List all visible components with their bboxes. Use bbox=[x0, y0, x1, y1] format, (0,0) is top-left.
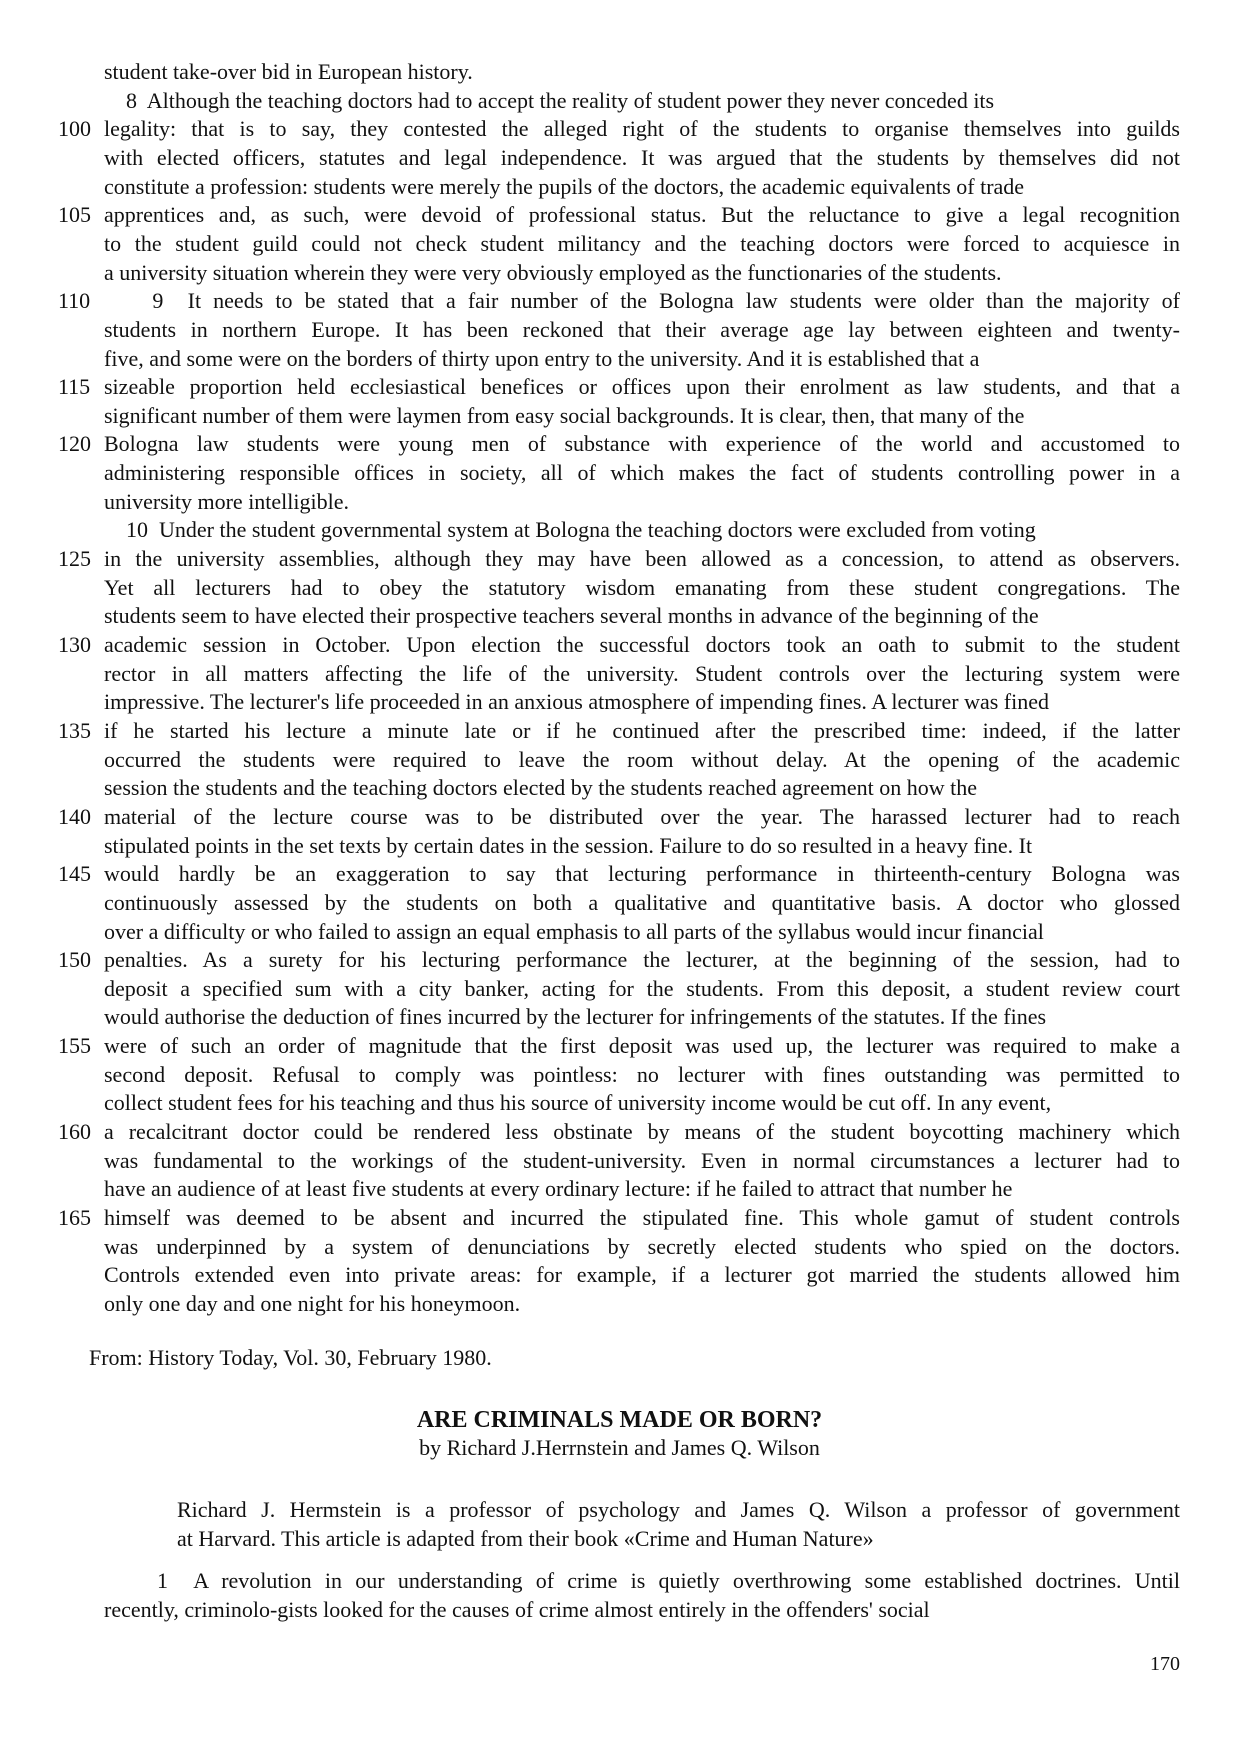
paragraph-line: recently, criminolo-gists looked for the causes of crime almost entirely in the offenders' social bbox=[104, 1596, 930, 1622]
text-line: was underpinned by a system of denunciations by secretly elected students who spied on the doctors. bbox=[104, 1233, 1180, 1259]
text-line: have an audience of at least five students at every ordinary lecture: if he failed to attract that number he bbox=[104, 1176, 1013, 1202]
text-line: deposit a specified sum with a city banker, acting for the students. From this deposit, a student review court bbox=[104, 975, 1180, 1001]
text-line: legality: that is to say, they contested the alleged right of the students to organise themselves into guilds bbox=[104, 116, 1180, 142]
text-line: significant number of them were laymen from easy social backgrounds. It is clear, then, that many of the bbox=[104, 402, 1025, 428]
page-number: 170 bbox=[1150, 1653, 1180, 1675]
text-line: students seem to have elected their prospective teachers several months in advance of the beginning of the bbox=[104, 603, 1039, 629]
line-number: 115 bbox=[58, 374, 91, 400]
source-citation: From: History Today, Vol. 30, February 1980. bbox=[89, 1345, 492, 1370]
text-line: occurred the students were required to leave the room without delay. At the opening of the academic bbox=[104, 746, 1180, 772]
text-line: academic session in October. Upon election the successful doctors took an oath to submit to the student bbox=[104, 632, 1180, 657]
text-line: would hardly be an exaggeration to say that lecturing performance in thirteenth-century Bologna was bbox=[104, 861, 1180, 887]
text-line: 10 Under the student governmental system at Bologna the teaching doctors were excluded from voting bbox=[104, 517, 1036, 543]
text-line: was fundamental to the workings of the student-university. Even in normal circumstances a lecturer had to bbox=[104, 1147, 1180, 1173]
text-line: over a difficulty or who failed to assign an equal emphasis to all parts of the syllabus would incur financial bbox=[104, 918, 1044, 944]
text-line: a university situation wherein they were very obviously employed as the functionaries of the students. bbox=[104, 259, 1002, 285]
text-line: apprentices and, as such, were devoid of professional status. But the reluctance to give a legal recognition bbox=[104, 202, 1180, 228]
text-line: constitute a profession: students were merely the pupils of the doctors, the academic equivalents of trade bbox=[104, 173, 1025, 199]
text-line: administering responsible offices in society, all of which makes the fact of students controlling power in a bbox=[104, 460, 1180, 486]
article-byline: by Richard J.Herrnstein and James Q. Wilson bbox=[419, 1435, 820, 1460]
text-line: second deposit. Refusal to comply was pointless: no lecturer with fines outstanding was permitted to bbox=[104, 1061, 1180, 1087]
line-number: 105 bbox=[58, 202, 91, 228]
text-line: Controls extended even into private areas: for example, if a lecturer got married the students allowed him bbox=[104, 1262, 1180, 1288]
text-line: 8 Although the teaching doctors had to accept the reality of student power they never conceded its bbox=[104, 87, 995, 113]
line-number: 135 bbox=[58, 717, 91, 743]
text-line: were of such an order of magnitude that the first deposit was used up, the lecturer was required to make a bbox=[104, 1033, 1180, 1059]
intro-line: Richard J. Hermstein is a professor of psychology and James Q. Wilson a professor of government bbox=[177, 1497, 1180, 1522]
text-line: continuously assessed by the students on both a qualitative and quantitative basis. A doctor who glossed bbox=[104, 889, 1180, 915]
text-line: sizeable proportion held ecclesiastical benefices or offices upon their enrolment as law students, and that a bbox=[104, 374, 1180, 400]
text-line: session the students and the teaching doctors elected by the students reached agreement on how the bbox=[104, 775, 978, 801]
line-number: 140 bbox=[58, 803, 91, 829]
text-line: five, and some were on the borders of thirty upon entry to the university. And it is established that a bbox=[104, 345, 980, 371]
text-line: students in northern Europe. It has been reckoned that their average age lay between eighteen and twenty- bbox=[104, 316, 1180, 342]
line-number: 120 bbox=[58, 431, 91, 457]
text-line: with elected officers, statutes and legal independence. It was argued that the students by themselves did not bbox=[104, 144, 1180, 170]
text-line: 9 It needs to be stated that a fair number of the Bologna law students were older than the majority of bbox=[104, 288, 1180, 314]
text-line: a recalcitrant doctor could be rendered less obstinate by means of the student boycotting machinery which bbox=[104, 1119, 1180, 1145]
text-line: collect student fees for his teaching and thus his source of university income would be cut off. In any event, bbox=[104, 1090, 1052, 1116]
text-line: stipulated points in the set texts by certain dates in the session. Failure to do so resulted in a heavy fine. It bbox=[104, 832, 1033, 858]
article-title: ARE CRIMINALS MADE OR BORN? bbox=[416, 1407, 823, 1433]
text-line: university more intelligible. bbox=[104, 488, 350, 514]
text-line: student take-over bid in European history. bbox=[104, 59, 473, 84]
paragraph-line: 1 A revolution in our understanding of crime is quietly overthrowing some established doctrines. Until bbox=[104, 1568, 1180, 1593]
text-line: if he started his lecture a minute late or if he continued after the prescribed time: indeed, if the latter bbox=[104, 717, 1180, 743]
text-line: would authorise the deduction of fines incurred by the lecturer for infringements of the statutes. If the fines bbox=[104, 1004, 1047, 1030]
line-number: 160 bbox=[58, 1119, 91, 1145]
line-number: 125 bbox=[58, 546, 91, 572]
line-number: 155 bbox=[58, 1033, 91, 1059]
text-line: Yet all lecturers had to obey the statutory wisdom emanating from these student congregations. The bbox=[104, 574, 1180, 600]
text-line: penalties. As a surety for his lecturing performance the lecturer, at the beginning of the session, had to bbox=[104, 947, 1180, 973]
text-line: rector in all matters affecting the life of the university. Student controls over the lecturing system were bbox=[104, 660, 1180, 686]
line-number: 145 bbox=[58, 861, 91, 887]
text-line: to the student guild could not check student militancy and the teaching doctors were forced to acquiesce in bbox=[104, 230, 1180, 256]
intro-line: at Harvard. This article is adapted from their book «Crime and Human Nature» bbox=[177, 1525, 874, 1551]
line-number: 130 bbox=[58, 632, 91, 657]
text-line: only one day and one night for his honeymoon. bbox=[104, 1290, 521, 1316]
line-number: 100 bbox=[58, 116, 91, 142]
text-line: impressive. The lecturer's life proceeded in an anxious atmosphere of impending fines. A lecturer was fined bbox=[104, 689, 1049, 715]
line-number: 165 bbox=[58, 1205, 91, 1230]
text-line: in the university assemblies, although they may have been allowed as a concession, to attend as observers. bbox=[104, 546, 1180, 572]
line-number: 110 bbox=[58, 288, 91, 314]
text-line: material of the lecture course was to be distributed over the year. The harassed lecturer had to reach bbox=[104, 803, 1180, 829]
text-line: Bologna law students were young men of substance with experience of the world and accustomed to bbox=[104, 431, 1180, 457]
text-line: himself was deemed to be absent and incurred the stipulated fine. This whole gamut of student controls bbox=[104, 1205, 1180, 1230]
line-number: 150 bbox=[58, 947, 91, 973]
